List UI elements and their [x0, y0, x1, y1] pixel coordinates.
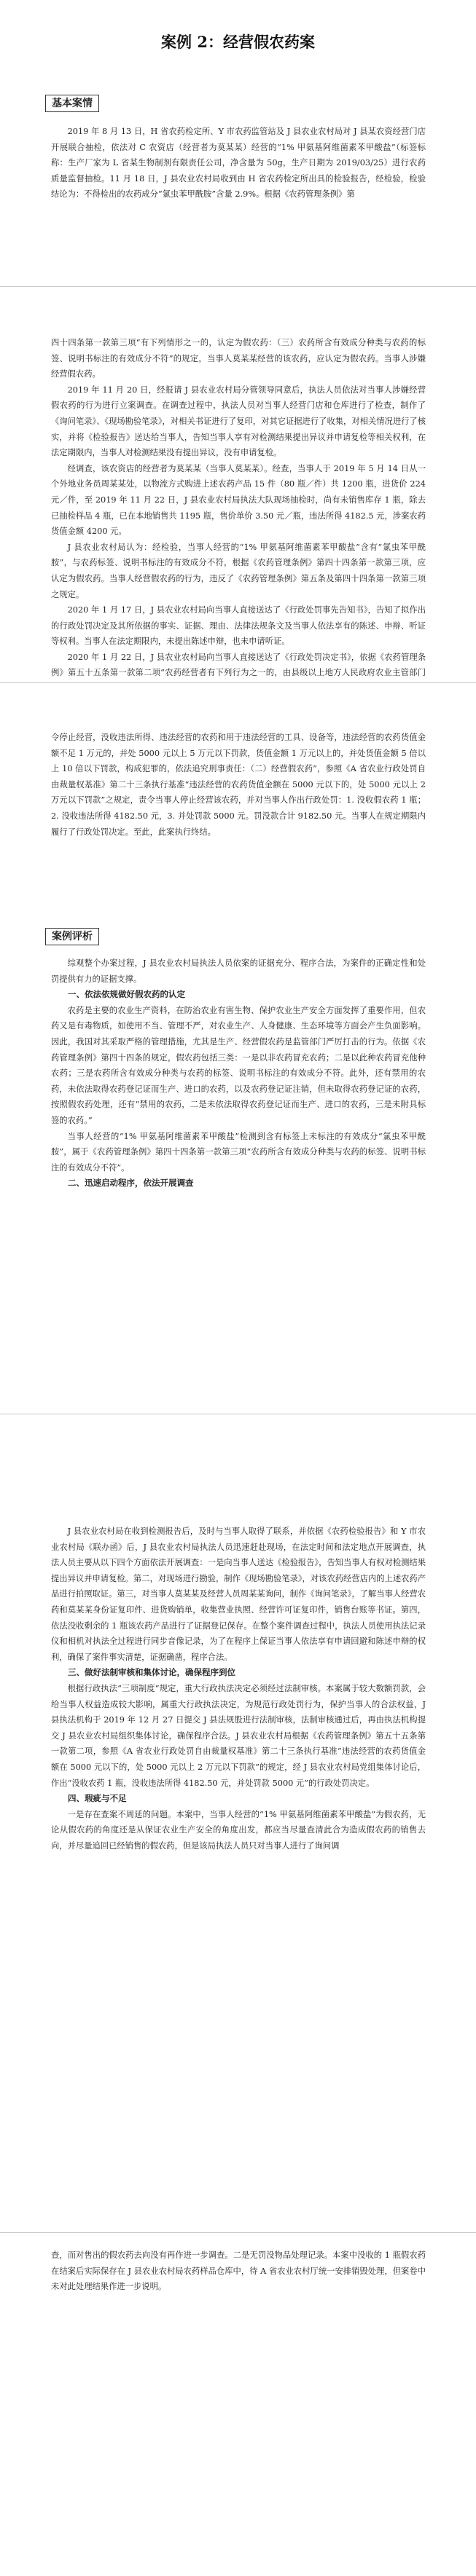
document-page-1: [0, 0, 476, 285]
section-label-case-review: 案例评析: [45, 928, 99, 945]
paragraph: 综观整个办案过程，J 县农业农村局执法人员依案的证据充分、程序合法，为案件的正确定性和处罚提供有力的证据支撑。: [51, 958, 426, 984]
paragraph: 根据行政执法“三项制度”规定，重大行政执法决定必须经过法制审核。本案属于较大数额罚款，会给当事人权益造成较大影响，属重大行政执法决定，为规范行政处罚行为，保护当事人的合法权益，J 县执法机构于 2019 年 12 月 27 日提交 J 县法规股进行法制审核，法制审核通过后，再由执法机构提交 J 县农业农村局组织集体讨论，确保程序合法。J 县农业农村局根据《农药管理条例》第五十五条第一款第二项，参照《A 省农业行政处罚自由裁量权基准》第二十三条执行基准“违法经营的农药货值金额在 5000 元以下的，处 5000 元以上 2 万元以下罚款”的规定，经 J 县农业农村局党组集体讨论后，作出“没收农药 1 瓶，没收违法所得 4182.50 元，并处罚款 5000 元”的行政处罚决定。: [51, 1683, 426, 1788]
paragraph-block: [51, 2248, 426, 2295]
paragraph: 四十四条第一款第三项“有下列情形之一的，认定为假农药：（三）农药所含有效成分种类与农药的标签、说明书标注的有效成分不符”的规定，当事人莫某某经营的该农药，应认定为假农药。当事人涉嫌经营假农药。: [51, 338, 426, 379]
paragraph: 令停止经营，没收违法所得、违法经营的农药和用于违法经营的工具、设备等，违法经营的农药货值金额不足 1 万元的，并处 5000 元以上 5 万元以下罚款，货值金额 1 万元以上的，并处货值金额 5 倍以上 10 倍以下罚款，构成犯罪的，依法追究刑事责任：（二）经营假农药”，参照《A 省农业行政处罚自由裁量权基准》第二十三条执行基准“违法经营的农药货值金额在 5000 元以下的，处 5000 元以上 2 万元以下罚款”之规定，责令当事人停止经营该农药，并对当事人作出行政处罚：1. 没收假农药 1 瓶；2. 没收违法所得 4182.50 元，3. 并处罚款 5000 元。罚没款合计 9182.50 元。当事人在规定期限内履行了行政处罚决定。至此，此案执行终结。: [51, 733, 426, 837]
paragraph-block: [51, 730, 426, 840]
paragraph: 2020 年 1 月 22 日，J 县农业农村局向当事人直接送达了《行政处罚决定书》，依据《农药管理条例》第五十五条第一款第二项“农药经营者有下列行为之一的，由县级以上地方人民政府农业主管部门: [51, 652, 426, 678]
section-heading: 二、迅速启动程序，依法开展调查: [68, 1178, 194, 1189]
paragraph: 查，而对售出的假农药去向没有再作进一步调查。二是无罚没物品处理记录。本案中没收的 1 瓶假农药在结案后实际保存在 J 县农业农村局农药样品仓库中，待 A 省农业农村厅统一安排销毁处理，但案卷中未对此处理结果作进一步说明。: [51, 2250, 426, 2292]
paragraph: 一是存在查案不周延的问题。本案中，当事人经营的“1% 甲氨基阿维菌素苯甲酸盐”为假农药，无论从假农药的角度还是从保证农业生产安全的角度出发，都应当尽量查清此合为造成假农药的销售去向，并尽量追回已经销售的假农药，但是该局执法人员只对当事人进行了询问调: [51, 1809, 426, 1851]
paragraph: J 县农业农村局认为：经检验，当事人经营的“1% 甲氨基阿维菌素苯甲酸盐”含有“氯虫苯甲酰胺”，与农药标签、说明书标注的有效成分不符，根据《农药管理条例》第四十四条第一款第三项，应认定为假农药。当事人经营假农药的行为，违反了《农药管理条例》第五条及第四十四条第一款第三项之规定。: [51, 542, 426, 599]
paragraph: 2019 年 8 月 13 日，H 省农药检定所、Y 市农药监管站及 J 县农业农村局对 J 县某农资经营门店开展联合抽检，依法对 C 农资店（经营者为莫某某）经营的“1% 甲氨基阿维菌素苯甲酸盐”（标签标称：生产厂家为 L 省某生物制剂有限责任公司，净含量为 50g，生产日期为 2019/03/25）进行农药质量监督抽检。11 月 18 日，J 县农业农村局收到由 H 省农药检定所出具的检验报告，经检验，检验结论为：不得检出的农药成分“氯虫苯甲酰胺”含量 2.9%。根据《农药管理条例》第: [51, 127, 426, 200]
paragraph: 当事人经营的“1% 甲氨基阿维菌素苯甲酸盐”检测到含有标签上未标注的有效成分“氯虫苯甲酰胺”，属于《农药管理条例》第四十四条第一款第三项“农药所含有效成分种类与农药的标签、说明书标注的有效成分不符”。: [51, 1131, 426, 1173]
document-page-3: [0, 683, 476, 1413]
section-heading: 四、瑕疵与不足: [68, 1793, 127, 1804]
paragraph-block: [51, 124, 426, 202]
paragraph-block: [51, 956, 426, 1192]
paragraph: J 县农业农村局在收到检测报告后，及时与当事人取得了联系，并依据《农药检验报告》和 Y 市农业农村局《联办函》后，J 县农业农村局执法人员迅速赶赴现场，在法定时间和法定地点开展调查，执法人员主要从以下四个方面依法开展调查：一是向当事人送达《检验报告》，告知当事人有权对检测结果提出异议并申请复检。第二，对现场进行勘验，制作《现场勘验笔录》，对该农药经营店内的上述农药产品进行拍照取证。第三，对当事人莫某某及经营人员周某某询问，制作《询问笔录》，了解当事人经营农药和莫某某身份证复印件、进货购销单，收集营业执照、经营许可证复印件，销售台账等书证。第四，依法没收剩余的 1 瓶该农药产品进行了证据登记保存。在整个案件调查过程中，执法人员使用执法记录仪和相机对执法全过程进行同步音像记录，为了在程序上保证当事人依法享有申请回避和陈述申辩的权利，确保了案件事实清楚，证据确凿，程序合法。: [51, 1527, 426, 1662]
section-label-basic-facts: 基本案情: [45, 95, 99, 112]
paragraph: 2019 年 11 月 20 日，经报请 J 县农业农村局分管领导同意后，执法人员依法对当事人涉嫌经营假农药的行为进行立案调查。在调查过程中，执法人员对当事人经营门店和仓库进行了检查，制作了《询问笔录》、《现场勘验笔录》，对相关书证进行了复印，对其它证据进行了收集，对相关情况进行了核实，并将《检验报告》送达给当事人，告知当事人享有对检测结果提出异议并申请复检等相关权利，在法定期限内，当事人对检测结果没有提出异议，没有申请复检。: [51, 385, 426, 458]
paragraph-block: [51, 335, 426, 697]
paragraph: 农药是主要的农业生产资料，在防治农业有害生物、保护农业生产安全方面发挥了重要作用，但农药又是有毒物质，如使用不当、管理不严，对农业生产、人身健康、生态环境等方面会产生负面影响。因此，我国对其采取严格的管理措施，尤其是生产、经营假农药是监管部门严厉打击的行为。依据《农药管理条例》第四十四条的规定，假农药包括三类：一是以非农药冒充农药；二是以此种农药冒充他种农药；三是农药所含有效成分种类与农药的标签、说明书标注的有效成分不符。此外，还有禁用的农药，未依法取得农药登记证而生产、进口的农药，以及农药登记证注销，但未取得农药登记证的农药，按照假农药处理，还有“禁用的农药，二是未依法取得农药登记证而生产、进口的农药，三是未附具标签的农药。”: [51, 1005, 426, 1125]
document-page-5: [0, 2233, 476, 2576]
paragraph: 经调查，该农资店的经营者为莫某某（当事人莫某某）。经查，当事人于 2019 年 5 月 14 日从一个外地业务员周某某处，以物流方式购进上述农药产品 15 件（80 瓶／件）共 1200 瓶，进货价 224 元／件，至 2019 年 11 月 22 日，J 县农业农村局执法大队现场抽检时，尚有未销售库存 1 瓶，除去已抽检样品 4 瓶，已在本地销售共 1195 瓶，售价单价 3.50 元／瓶，违法所得 4182.5 元，涉案农药货值金额 4200 元。: [51, 463, 426, 537]
paragraph: 2020 年 1 月 17 日，J 县农业农村局向当事人直接送达了《行政处罚事先告知书》，告知了拟作出的行政处罚决定及其所依据的事实、证据、理由、法律法规条文及当事人依法享有的陈述、申辩、听证等权利。当事人在法定期限内，未提出陈述申辩，也未申请听证。: [51, 605, 426, 647]
paragraph-block: [51, 1524, 426, 1854]
document-page-2: [0, 287, 476, 682]
document-page-4: [0, 1414, 476, 2232]
section-heading: 三、做好法制审核和集体讨论，确保程序到位: [68, 1667, 235, 1678]
section-heading: 一、依法依规做好假农药的认定: [68, 989, 185, 1000]
page-title: 案例 2：经营假农药案: [161, 33, 315, 51]
